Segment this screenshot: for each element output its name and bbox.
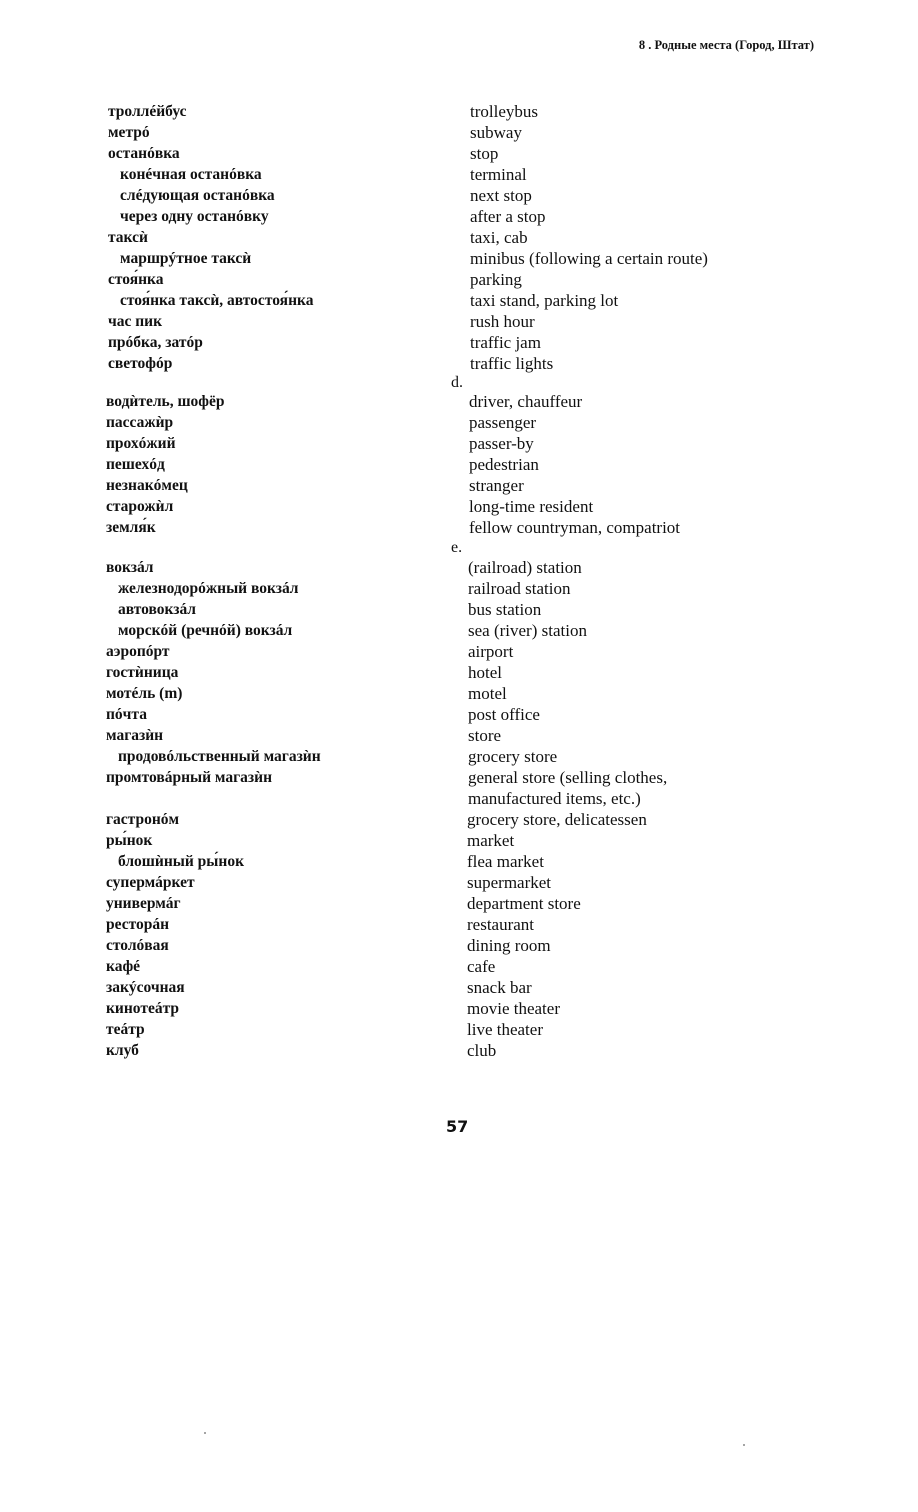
vocab-row [0,746,918,767]
section-marker-e: e. [451,539,463,556]
vocab-row [0,517,918,538]
english-translation: sea (river) station [468,621,587,640]
running-header: 8 . Родные места (Город, Штат) [638,38,814,52]
english-translation: trolleybus [470,102,538,121]
vocab-row [0,412,918,433]
vocab-row [0,122,918,143]
russian-term: кафé [106,958,141,975]
russian-term: таксѝ [108,229,148,246]
english-translation: market [467,831,515,850]
english-translation: rush hour [470,312,535,331]
english-translation: department store [467,894,581,913]
english-translation: traffic lights [470,354,554,373]
english-translation: stranger [469,476,524,495]
vocab-row [0,704,918,725]
vocab-row [0,454,918,475]
scan-speck [204,1432,206,1434]
russian-term: продовóльственный магазѝн [118,748,321,765]
english-translation: grocery store, delicatessen [467,810,647,829]
russian-term: супермáркет [106,874,195,891]
russian-term: клуб [106,1042,139,1059]
vocab-row [0,1019,918,1040]
russian-term: пешехóд [106,456,165,473]
russian-term: гастронóм [106,811,180,828]
english-translation: passenger [469,413,537,432]
page-number: 57 [446,1117,469,1136]
vocab-row [0,830,918,851]
russian-term: прохóжий [106,435,176,452]
russian-term: ры́нок [106,832,153,849]
english-translation: next stop [470,186,532,205]
russian-term: универмáг [106,895,181,912]
english-translation: supermarket [467,873,552,892]
english-translation: pedestrian [469,455,539,474]
english-translation: terminal [470,165,527,184]
vocab-row [0,227,918,248]
russian-term: земля́к [106,519,156,536]
russian-term: вокзáл [106,559,154,576]
vocab-row [0,935,918,956]
russian-term: старожѝл [106,498,174,515]
russian-term: кинотеáтр [106,1000,180,1017]
vocab-row [0,248,918,269]
english-translation: subway [470,123,522,142]
vocab-row [0,433,918,454]
vocab-row [0,496,918,517]
vocab-row [0,185,918,206]
russian-term: троллéйбус [108,103,187,120]
russian-term: мотéль (m) [106,685,183,702]
english-translation: flea market [467,852,544,871]
vocab-row [0,725,918,746]
vocab-row [0,788,918,809]
russian-term: останóвка [108,145,180,162]
english-translation: parking [470,270,522,289]
english-translation: cafe [467,957,496,976]
russian-term: железнодорóжный вокзáл [118,580,299,597]
english-translation: driver, chauffeur [469,392,583,411]
english-translation: railroad station [468,579,571,598]
vocab-row [0,998,918,1019]
vocab-row [0,977,918,998]
vocab-row [0,164,918,185]
english-translation: airport [468,642,514,661]
russian-term: незнакóмец [106,477,188,494]
vocab-row [0,809,918,830]
vocab-row [0,206,918,227]
vocab-row [0,557,918,578]
english-translation: manufactured items, etc.) [468,789,641,808]
russian-term: гостѝница [106,664,179,681]
russian-term: метрó [108,124,150,141]
vocab-row [0,475,918,496]
english-translation: bus station [468,600,542,619]
russian-term: теáтр [106,1021,145,1038]
english-translation: taxi, cab [470,228,528,247]
vocab-row [0,311,918,332]
russian-term: магазѝн [106,727,164,744]
english-translation: after a stop [470,207,546,226]
russian-term: светофóр [108,355,173,372]
russian-term: аэропóрт [106,643,170,660]
russian-term: через одну останóвку [120,208,269,225]
vocab-row [0,914,918,935]
english-translation: restaurant [467,915,535,934]
russian-term: стоя́нка [108,271,164,288]
english-translation: taxi stand, parking lot [470,291,619,310]
section-marker-d: d. [451,374,463,391]
vocab-row [0,620,918,641]
english-translation: passer-by [469,434,534,453]
english-translation: fellow countryman, compatriot [469,518,681,537]
english-translation: dining room [467,936,551,955]
english-translation: motel [468,684,507,703]
english-translation: hotel [468,663,502,682]
russian-term: ресторáн [106,916,170,933]
vocab-row [0,683,918,704]
russian-term: слéдующая останóвка [120,187,275,204]
vocab-row [0,1040,918,1061]
vocab-row [0,101,918,122]
vocab-row [0,269,918,290]
vocab-row [0,893,918,914]
vocab-row [0,332,918,353]
vocab-row [0,391,918,412]
russian-term: стоя́нка таксѝ, автостоя́нка [120,292,314,309]
english-translation: stop [470,144,499,163]
russian-term: морскóй (речнóй) вокзáл [118,622,293,639]
russian-term: автовокзáл [118,601,196,618]
russian-term: маршрýтное таксѝ [120,250,252,267]
vocab-row [0,767,918,788]
english-translation: snack bar [467,978,532,997]
vocab-row [0,662,918,683]
english-translation: club [467,1041,497,1060]
vocab-row [0,641,918,662]
vocab-row [0,143,918,164]
english-translation: general store (selling clothes, [468,768,668,787]
russian-term: конéчная останóвка [120,166,262,183]
vocab-row [0,851,918,872]
english-translation: traffic jam [470,333,541,352]
russian-term: прóбка, затóр [108,334,203,351]
english-translation: post office [468,705,540,724]
vocab-row [0,599,918,620]
vocab-row [0,872,918,893]
english-translation: long-time resident [469,497,594,516]
vocab-row [0,578,918,599]
russian-term: час пик [108,313,163,330]
english-translation: movie theater [467,999,560,1018]
russian-term: столóвая [106,937,169,954]
russian-term: водѝтель, шофёр [106,393,225,410]
english-translation: minibus (following a certain route) [470,249,708,268]
vocab-row [0,956,918,977]
vocab-row [0,290,918,311]
english-translation: grocery store [468,747,558,766]
english-translation: (railroad) station [468,558,582,577]
english-translation: store [468,726,502,745]
russian-term: пассажѝр [106,414,174,431]
english-translation: live theater [467,1020,543,1039]
russian-term: закýсочная [106,979,185,996]
scan-speck [743,1444,745,1446]
russian-term: блошѝный ры́нок [118,853,244,870]
russian-term: промтовáрный магазѝн [106,769,272,786]
vocab-row [0,353,918,374]
russian-term: пóчта [106,706,147,723]
